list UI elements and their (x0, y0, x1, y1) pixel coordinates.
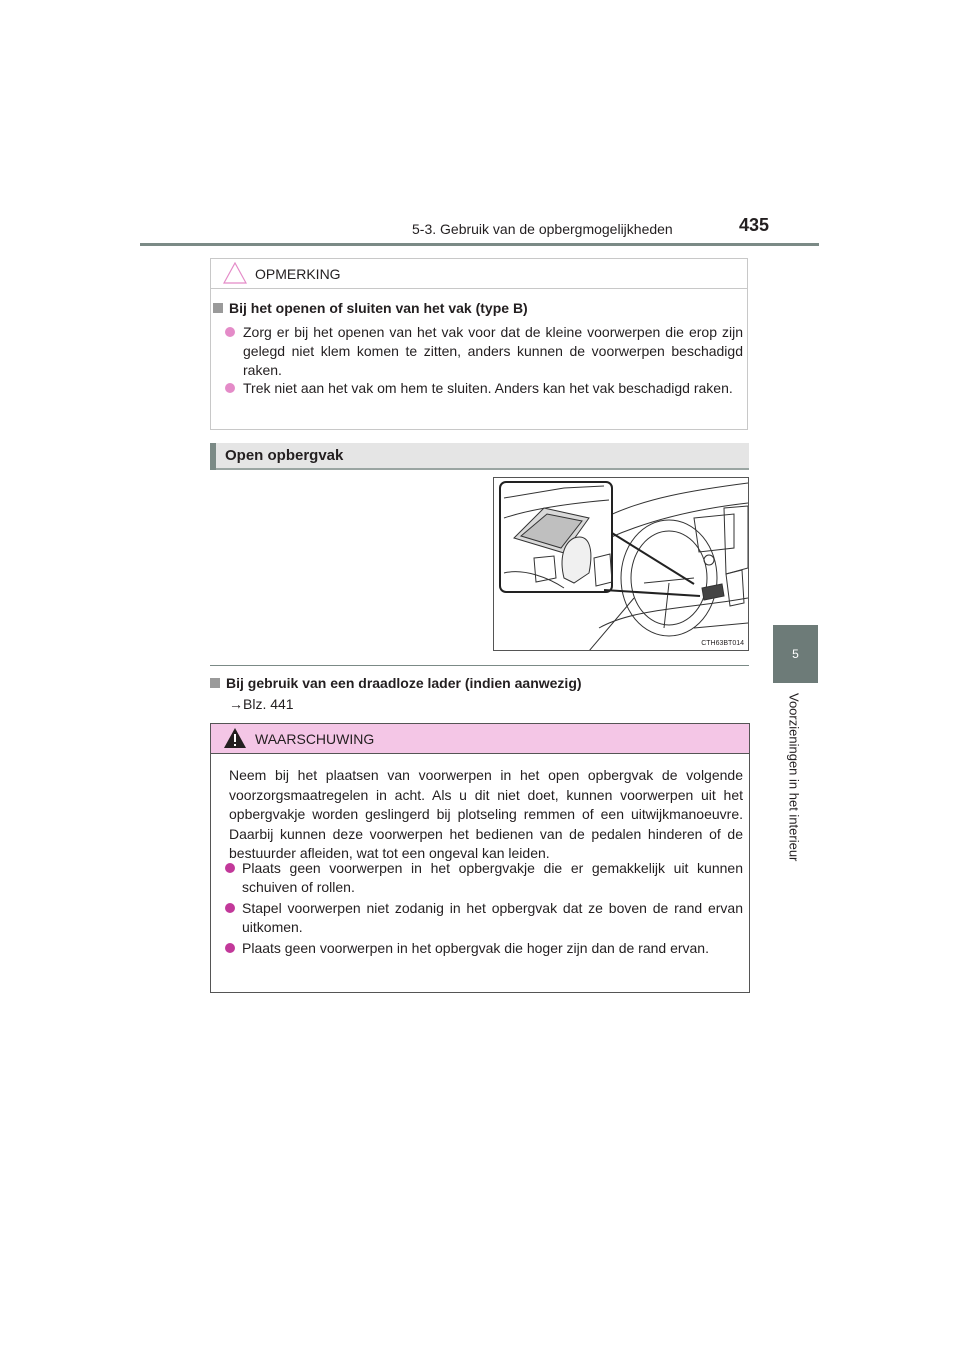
warning-header (211, 724, 749, 754)
warning-icon (223, 727, 247, 749)
side-chapter-title-text: Voorzieningen in het interieur (786, 693, 802, 862)
wireless-charger-heading-text: Bij gebruik van een draadloze lader (indien aanwezig) (226, 675, 582, 691)
warning-bullet-text: Plaats geen voorwerpen in het opbergvakje die er gemakkelijk uit kunnen schuiven of rollen. (242, 860, 743, 895)
wireless-rule (210, 665, 749, 666)
section-bar-accent (210, 443, 216, 470)
side-chapter-title (763, 693, 825, 881)
warning-bullet (242, 939, 743, 958)
notice-subheading-text: Bij het openen of sluiten van het vak (type B) (229, 300, 528, 316)
caution-outline-icon (223, 262, 247, 284)
notice-header (211, 259, 747, 289)
page-reference-link[interactable]: →Blz. 441 (229, 696, 294, 712)
bullet-dot-icon (225, 903, 235, 913)
notice-box (210, 258, 748, 430)
warning-intro: Neem bij het plaatsen van voorwerpen in het open opbergvak de volgende voorzorgsmaatregelen in acht. Als u dit niet doet, kunnen voorwerpen uit het opbergvakje worden geslingerd bij plotseling remmen of een uitwijkmanoeuvre. Daarbij kunnen deze voorwerpen het bedienen van de pedalen hinderen of de bestuurder afleiden, wat tot een ongeval kan leiden. (229, 767, 743, 861)
page-number: 435 (739, 215, 770, 235)
notice-bullet (243, 323, 743, 380)
header-section-title: 5-3. Gebruik van de opbergmogelijkheden (412, 221, 673, 237)
notice-bullet (243, 379, 743, 398)
illustration-code: CTH63BT014 (701, 640, 744, 647)
console-storage-drawing (494, 478, 749, 651)
header-rule (140, 243, 819, 246)
notice-bullet-text: Zorg er bij het openen van het vak voor dat de kleine voorwerpen die erop zijn gelegd niet klem komen te zitten, anders kunnen de voorwerpen beschadigd raken. (243, 324, 743, 378)
square-bullet-icon (210, 678, 220, 688)
bullet-dot-icon (225, 327, 235, 337)
notice-bullet-text: Trek niet aan het vak om hem te sluiten. Anders kan het vak beschadigd raken. (243, 380, 733, 396)
warning-bullet-text: Plaats geen voorwerpen in het opbergvak die hoger zijn dan de rand ervan. (242, 940, 709, 956)
chapter-tab[interactable]: 5 (773, 625, 818, 683)
dashboard-illustration (493, 477, 749, 651)
warning-box (210, 723, 750, 993)
wireless-charger-heading (210, 675, 582, 691)
square-bullet-icon (213, 303, 223, 313)
warning-bullet (242, 899, 743, 937)
bullet-dot-icon (225, 943, 235, 953)
notice-title: OPMERKING (255, 266, 341, 282)
section-heading-bar (210, 443, 749, 470)
warning-title: WAARSCHUWING (255, 731, 375, 747)
notice-subheading (213, 300, 528, 316)
bullet-dot-icon (225, 383, 235, 393)
warning-bullet-text: Stapel voorwerpen niet zodanig in het opbergvak dat ze boven de rand ervan uitkomen. (242, 900, 743, 935)
warning-bullet (242, 859, 743, 897)
section-title: Open opbergvak (225, 447, 344, 464)
bullet-dot-icon (225, 863, 235, 873)
